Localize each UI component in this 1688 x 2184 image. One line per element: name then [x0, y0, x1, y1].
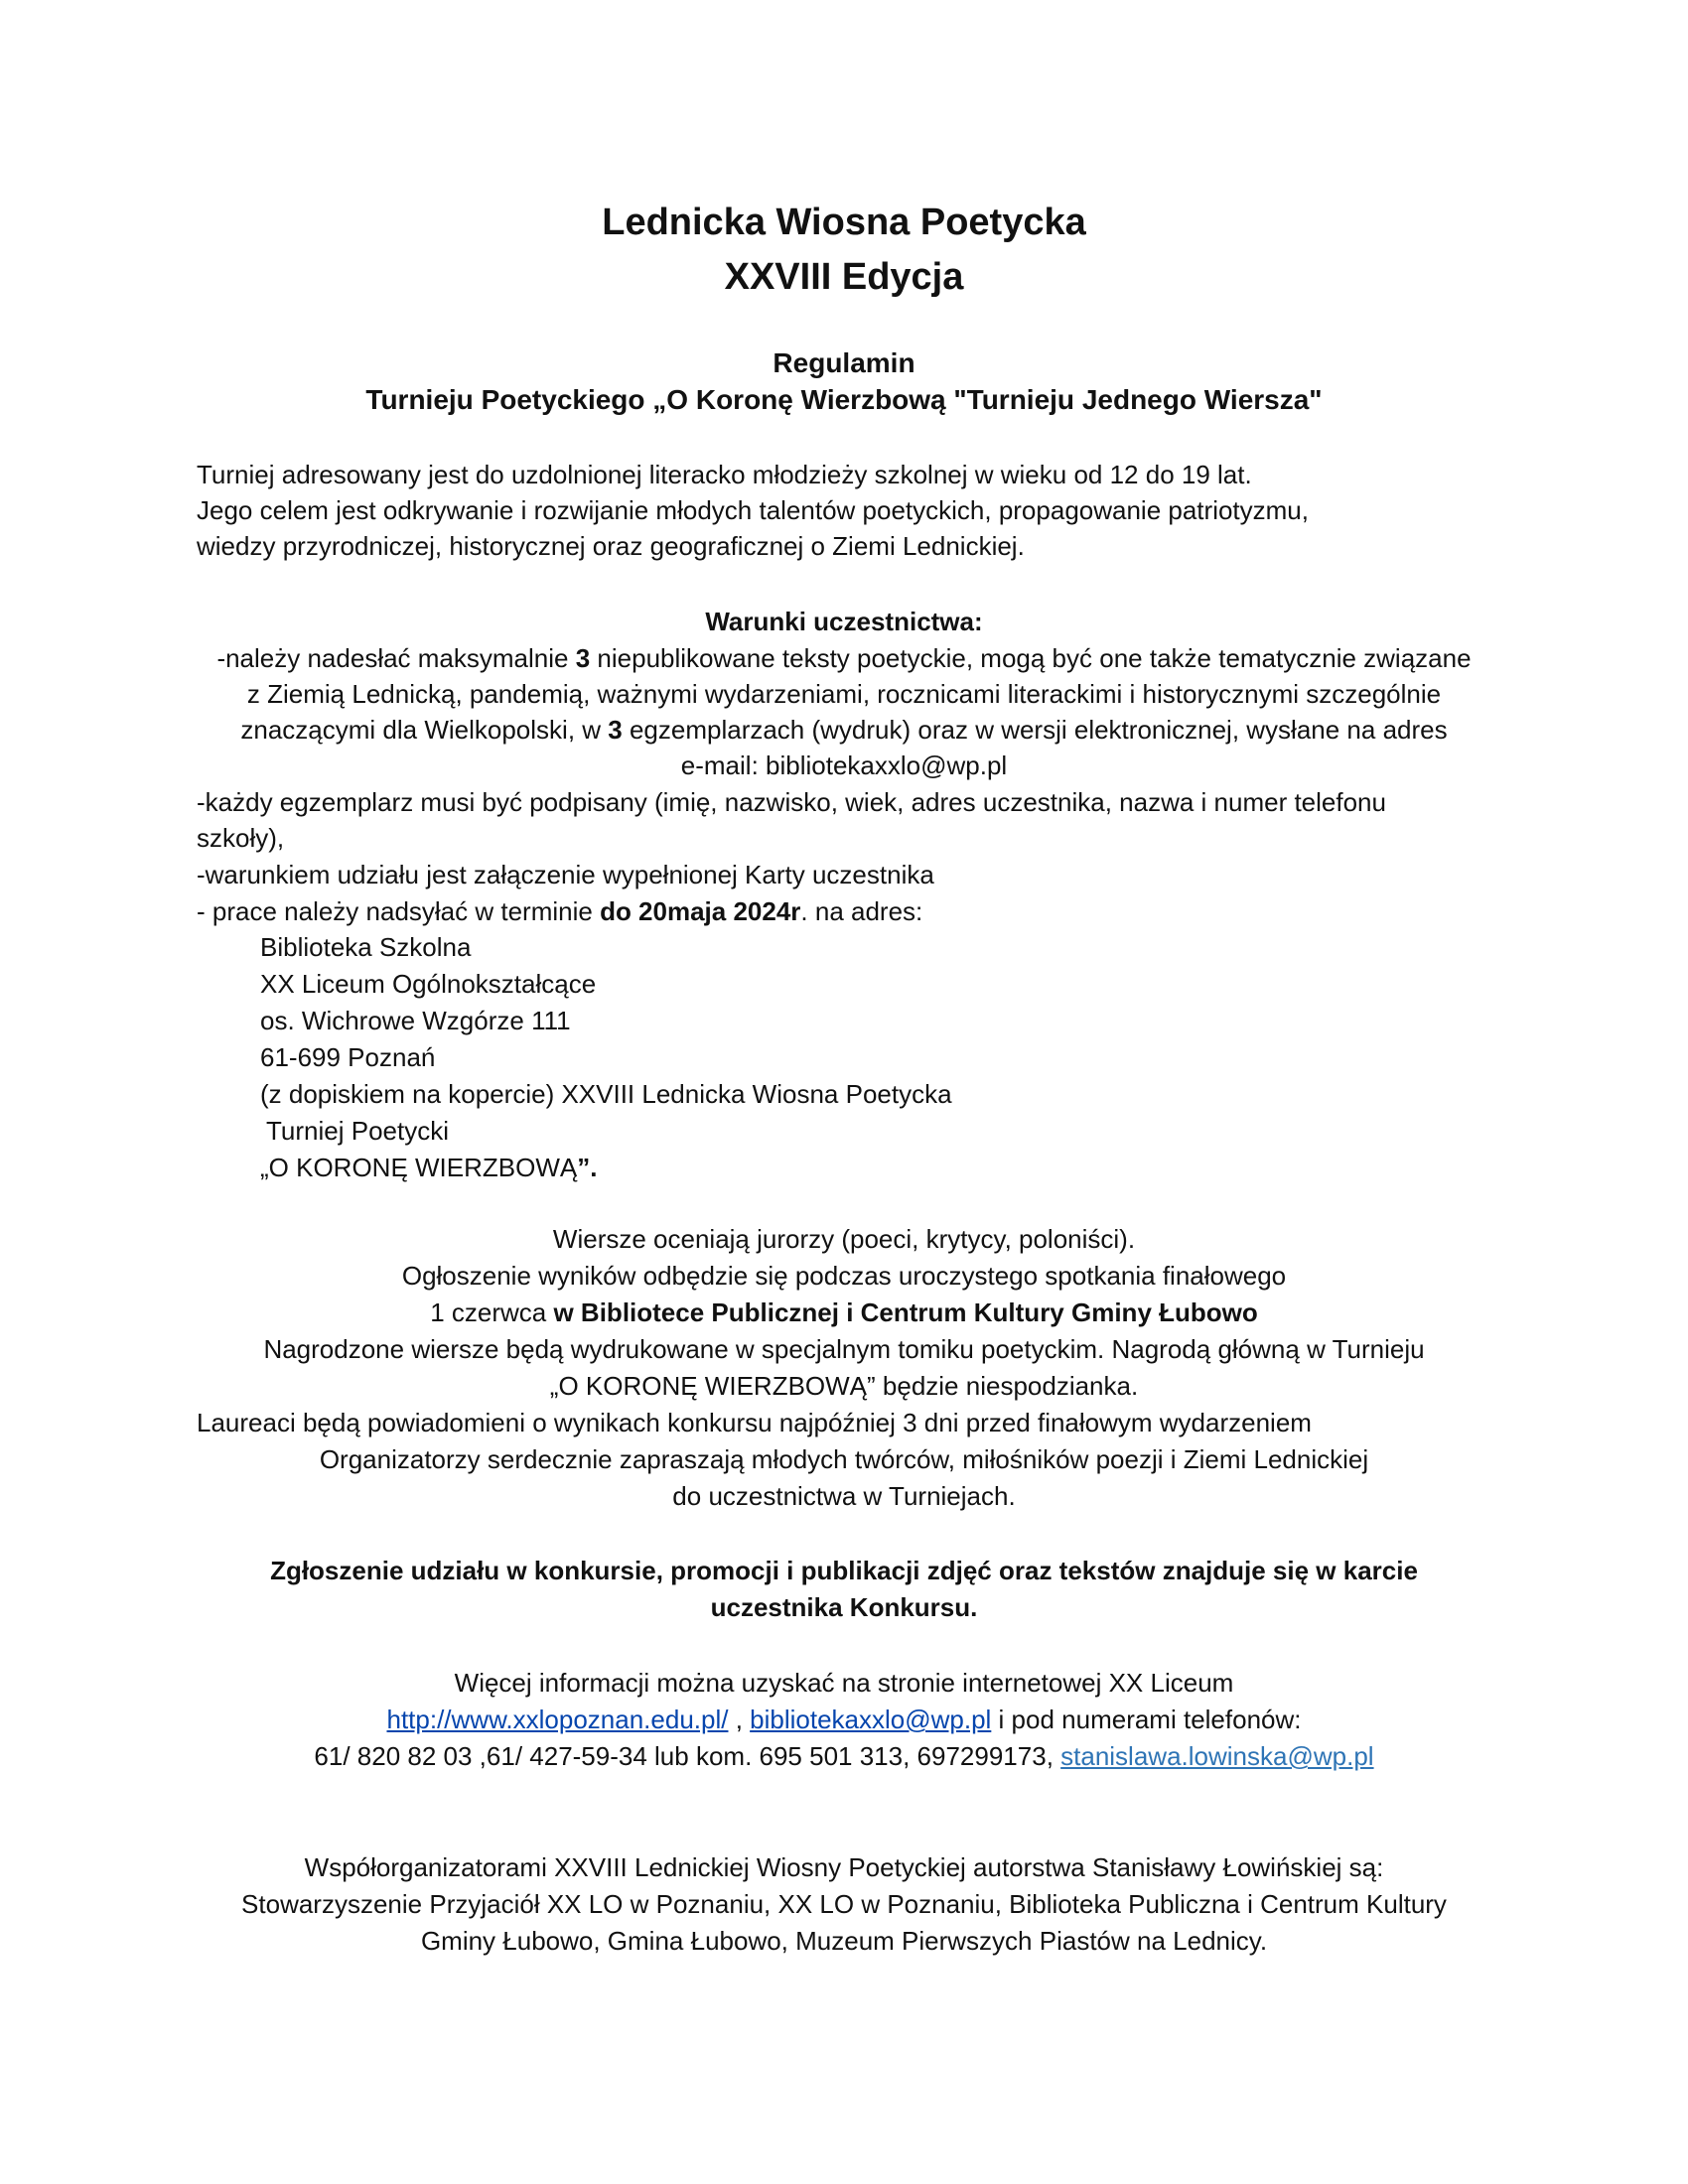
condition-1-line-3	[0, 712, 1688, 748]
condition-1-line-3-c: egzemplarzach (wydruk) oraz w wersji elektronicznej, wysłane na adres	[622, 715, 1448, 745]
notice-line-1: Zgłoszenie udziału w konkursie, promocji i publikacji zdjęć oraz tekstów znajduje się w karcie	[270, 1556, 1418, 1585]
conditions-heading: Warunki uczestnictwa:	[705, 607, 983, 636]
results-line-6: Laureaci będą powiadomieni o wynikach konkursu najpóźniej 3 dni przed finałowym wydarzeniem	[197, 1408, 1312, 1437]
document-title: Lednicka Wiosna Poetycka	[602, 202, 1086, 243]
address-line-4: 61-699 Poznań	[260, 1042, 436, 1072]
condition-4-text-c: . na adres:	[800, 896, 923, 926]
contact-line-2	[0, 1702, 1688, 1737]
condition-1-text-c: niepublikowane teksty poetyckie, mogą być one także tematycznie związane	[590, 643, 1472, 673]
contact-line-3	[0, 1738, 1688, 1774]
contact-line-1: Więcej informacji można uzyskać na stronie internetowej XX Liceum	[454, 1668, 1234, 1698]
intro-line-2: Jego celem jest odkrywanie i rozwijanie młodych talentów poetyckich, propagowanie patriotyzmu,	[197, 495, 1309, 525]
condition-1-line-3-a: znaczącymi dla Wielkopolski, w	[240, 715, 609, 745]
address-line-5: (z dopiskiem na kopercie) XXVIII Lednicka Wiosna Poetycka	[260, 1079, 952, 1109]
notice-line-2: uczestnika Konkursu.	[710, 1592, 978, 1622]
library-email-link[interactable]: bibliotekaxxlo@wp.pl	[750, 1705, 992, 1734]
condition-1-line-2: z Ziemią Lednicką, pandemią, ważnymi wydarzeniami, rocznicami literackimi i historycznymi szczególnie	[246, 679, 1442, 709]
results-line-8: do uczestnictwa w Turniejach.	[672, 1481, 1016, 1511]
condition-1-count: 3	[575, 643, 591, 673]
condition-4-text-a: - prace należy nadsyłać w terminie	[197, 896, 601, 926]
results-line-1: Wiersze oceniają jurorzy (poeci, krytycy, poloniści).	[552, 1224, 1136, 1254]
condition-1-text-a: -należy nadesłać maksymalnie	[216, 643, 576, 673]
address-line-6: Turniej Poetycki	[266, 1116, 449, 1146]
condition-1-line-4: e-mail: bibliotekaxxlo@wp.pl	[680, 751, 1008, 780]
results-line-4: Nagrodzone wiersze będą wydrukowane w specjalnym tomiku poetyckim. Nagrodą główną w Turnieju	[263, 1334, 1425, 1364]
condition-4	[197, 893, 922, 929]
results-date: 1 czerwca	[430, 1297, 554, 1327]
condition-1-line-1	[0, 640, 1688, 676]
address-line-7-quote: ”.	[577, 1153, 598, 1182]
coorganizers-line-2: Stowarzyszenie Przyjaciół XX LO w Poznaniu, XX LO w Poznaniu, Biblioteka Publiczna i Centrum Kultury	[241, 1889, 1447, 1919]
address-line-7-text: „O KORONĘ WIERZBOWĄ	[260, 1153, 578, 1182]
phone-numbers: 61/ 820 82 03 ,61/ 427-59-34 lub kom. 695 501 313, 697299173,	[314, 1741, 1061, 1771]
organizer-email-link[interactable]: stanislawa.lowinska@wp.pl	[1060, 1741, 1374, 1771]
condition-4-deadline: do 20maja 2024r	[600, 896, 801, 926]
intro-line-1: Turniej adresowany jest do uzdolnionej literacko młodzieży szkolnej w wieku od 12 do 19 lat.	[197, 460, 1252, 489]
regulamin-subheading: Turnieju Poetyckiego „O Koronę Wierzbową "Turnieju Jednego Wiersza"	[365, 384, 1323, 415]
results-line-2: Ogłoszenie wyników odbędzie się podczas uroczystego spotkania finałowego	[401, 1261, 1287, 1291]
website-link[interactable]: http://www.xxlopoznan.edu.pl/	[386, 1705, 729, 1734]
intro-line-3: wiedzy przyrodniczej, historycznej oraz geograficznej o Ziemi Lednickiej.	[197, 531, 1025, 561]
address-line-7	[260, 1150, 597, 1185]
coorganizers-line-3: Gminy Łubowo, Gmina Łubowo, Muzeum Pierwszych Piastów na Lednicy.	[420, 1926, 1268, 1956]
condition-3: -warunkiem udziału jest załączenie wypełnionej Karty uczestnika	[197, 860, 934, 889]
edition-title: XXVIII Edycja	[724, 256, 964, 298]
address-line-2: XX Liceum Ogólnokształcące	[260, 969, 597, 999]
address-line-1: Biblioteka Szkolna	[260, 932, 472, 962]
contact-line-2-tail: i pod numerami telefonów:	[991, 1705, 1302, 1734]
results-line-5: „O KORONĘ WIERZBOWĄ” będzie niespodzianka.	[549, 1371, 1139, 1401]
condition-1-copies: 3	[608, 715, 623, 745]
coorganizers-line-1: Współorganizatorami XXVIII Lednickiej Wiosny Poetyckiej autorstwa Stanisławy Łowińskiej są:	[304, 1852, 1384, 1882]
results-line-7: Organizatorzy serdecznie zapraszają młodych twórców, miłośników poezji i Ziemi Lednickiej	[319, 1444, 1369, 1474]
address-line-3: os. Wichrowe Wzgórze 111	[260, 1006, 571, 1035]
condition-2-line-1: -każdy egzemplarz musi być podpisany (imię, nazwisko, wiek, adres uczestnika, nazwa i numer telefonu	[197, 787, 1386, 817]
results-line-3	[0, 1295, 1688, 1330]
contact-separator: ,	[728, 1705, 751, 1734]
condition-2-line-2: szkoły),	[197, 823, 285, 853]
results-venue: w Bibliotece Publicznej i Centrum Kultury Gminy Łubowo	[553, 1297, 1258, 1327]
regulamin-heading: Regulamin	[773, 347, 915, 378]
